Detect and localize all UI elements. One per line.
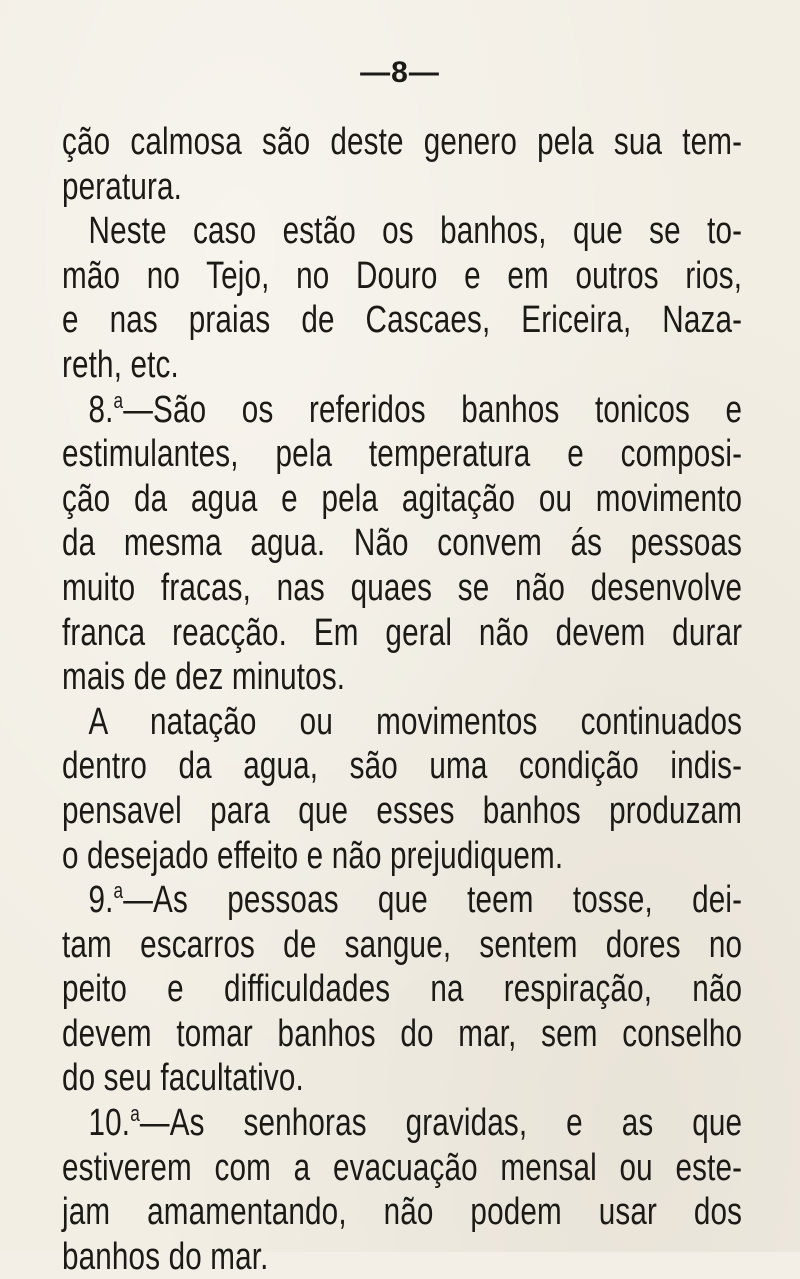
text-line: banhos do mar.: [62, 1235, 269, 1278]
text-line: franca reacção. Em geral não devem durar: [62, 611, 743, 654]
text-line: muito fracas, nas quaes se não desenvolve: [62, 566, 743, 609]
text-line: mais de dez minutos.: [62, 656, 346, 699]
paragraph-start-line: 9.$^a$—As pessoas que teem tosse, dei-: [88, 878, 743, 922]
text-line: tam escarros de sangue, sentem dores no: [62, 923, 743, 966]
paragraph-start-line: Neste caso estão os banhos, que se to-: [88, 210, 743, 253]
text-line: e nas praias de Cascaes, Ericeira, Naza-: [62, 299, 743, 342]
text-line: mão no Tejo, no Douro e em outros rios,: [62, 254, 743, 297]
body-text: [62, 120, 742, 1279]
text-line: peito e difficuldades na respiração, não: [62, 968, 743, 1011]
page-number: —8—: [360, 56, 440, 89]
text-line: ção calmosa são deste genero pela sua tem-: [62, 121, 743, 163]
text-line: da mesma agua. Não convem ás pessoas: [62, 522, 743, 565]
text-line: reth, etc.: [62, 343, 179, 386]
text-line: dentro da agua, são uma condição indis-: [62, 745, 743, 788]
text-line: ção da agua e pela agitação ou movimento: [62, 477, 743, 520]
text-line: peratura.: [62, 165, 183, 208]
text-line: do seu facultativo.: [62, 1057, 304, 1100]
text-line: jam amamentando, não podem usar dos: [62, 1191, 743, 1234]
text-line: pensavel para que esses banhos produzam: [62, 789, 743, 832]
paragraph-start-line: 8.$^a$—São os referidos banhos tonicos e: [88, 387, 743, 431]
text-line: estimulantes, pela temperatura e composi-: [62, 433, 743, 476]
paragraph-start-line: A natação ou movimentos continuados: [88, 700, 743, 743]
text-line: devem tomar banhos do mar, sem conselho: [62, 1012, 743, 1055]
paragraph-start-line: 10.$^a$—As senhoras gravidas, e as que: [88, 1101, 743, 1145]
text-line: o desejado effeito e não prejudiquem.: [62, 834, 564, 877]
text-line: estiverem com a evacuação mensal ou este-: [62, 1146, 743, 1189]
